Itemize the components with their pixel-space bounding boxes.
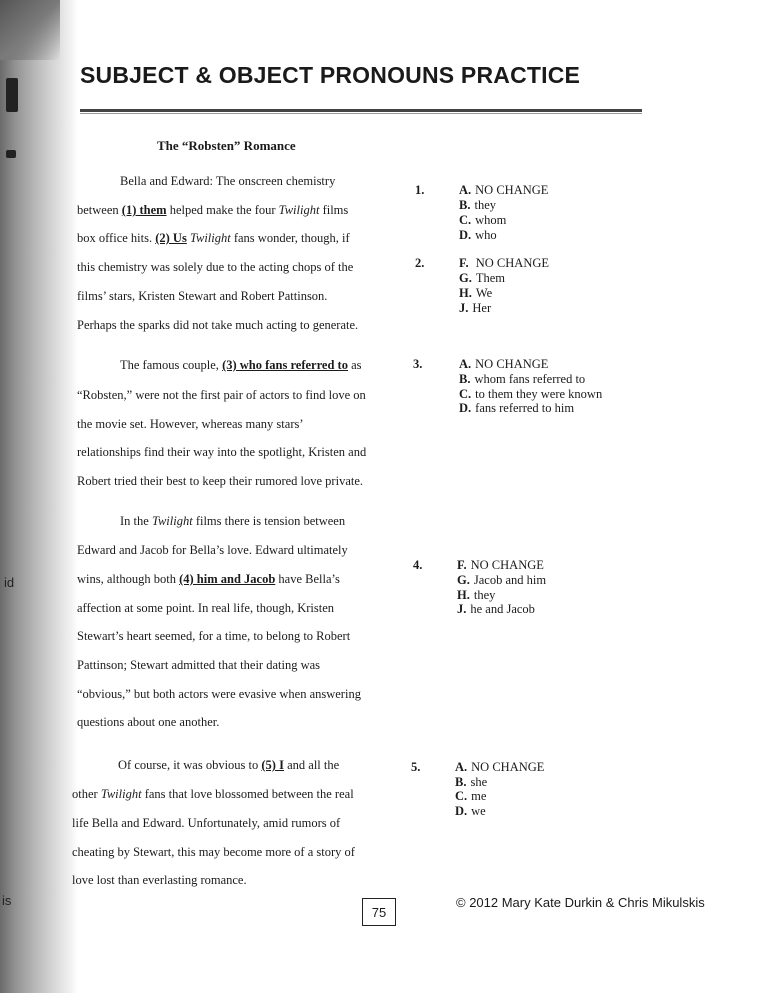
- copyright-notice: © 2012 Mary Kate Durkin & Chris Mikulskis: [456, 895, 705, 910]
- answer-option: D. who: [459, 228, 497, 242]
- answer-option: C. me: [455, 789, 487, 803]
- passage-line: “Robsten,” were not the first pair of actors to find love on: [77, 388, 366, 402]
- title-divider: [80, 109, 642, 112]
- passage-line: Edward and Jacob for Bella’s love. Edward ultimately: [77, 543, 348, 557]
- answer-option: A. NO CHANGE: [455, 760, 545, 774]
- blank-2: (2) Us: [155, 231, 187, 245]
- book-spine-shadow: [0, 0, 78, 993]
- passage-line: films’ stars, Kristen Stewart and Robert Pattinson.: [77, 289, 328, 303]
- answer-option: H. We: [459, 286, 493, 300]
- answer-option: B. they: [459, 198, 496, 212]
- margin-fragment: id: [4, 575, 15, 590]
- passage-line: other Twilight fans that love blossomed between the real: [72, 787, 354, 801]
- passage-line: Stewart’s heart seemed, for a time, to belong to Robert: [77, 629, 351, 643]
- answer-option: B. she: [455, 775, 488, 789]
- answer-option: J. Her: [459, 301, 492, 315]
- passage-line: the movie set. However, whereas many stars’: [77, 417, 304, 431]
- passage-line: affection at some point. In real life, though, Kristen: [77, 601, 334, 615]
- passage-line: The famous couple, (3) who fans referred to as: [120, 358, 362, 372]
- answer-option: D. fans referred to him: [459, 401, 575, 415]
- passage-line: cheating by Stewart, this may become more of a story of: [72, 845, 355, 859]
- margin-fragment: is: [2, 893, 12, 908]
- passage-line: Perhaps the sparks did not take much acting to generate.: [77, 318, 359, 332]
- passage-line: life Bella and Edward. Unfortunately, amid rumors of: [72, 816, 341, 830]
- passage-line: Bella and Edward: The onscreen chemistry: [120, 174, 336, 188]
- answer-option: F. NO CHANGE: [459, 256, 550, 270]
- answer-option: C. to them they were known: [459, 387, 603, 401]
- answer-option: H. they: [457, 588, 496, 602]
- answer-option: F. NO CHANGE: [457, 558, 544, 572]
- answer-option: D. we: [455, 804, 486, 818]
- page-number-box: 75: [362, 898, 396, 926]
- answer-option: J. he and Jacob: [457, 602, 535, 616]
- passage-line: Pattinson; Stewart admitted that their dating was: [77, 658, 321, 672]
- answer-option: G. Them: [459, 271, 506, 285]
- answer-option: A. NO CHANGE: [459, 357, 549, 371]
- passage-line: this chemistry was solely due to the acting chops of the: [77, 260, 354, 274]
- blank-3: (3) who fans referred to: [222, 358, 348, 372]
- blank-5: (5) I: [261, 758, 284, 772]
- title-divider: [80, 113, 642, 114]
- question-number: 1.: [415, 183, 425, 197]
- page-corner-shadow: [0, 0, 60, 60]
- passage-line: Of course, it was obvious to (5) I and all the: [118, 758, 340, 772]
- spine-mark: [6, 150, 16, 158]
- passage-line: “obvious,” but both actors were evasive when answering: [77, 687, 361, 701]
- question-number: 2.: [415, 256, 425, 270]
- passage-line: wins, although both (4) him and Jacob have Bella’s: [77, 572, 340, 586]
- passage-line: love lost than everlasting romance.: [72, 873, 247, 887]
- passage-line: Robert tried their best to keep their rumored love private.: [77, 474, 364, 488]
- answer-option: C. whom: [459, 213, 507, 227]
- passage-line: between (1) them helped make the four Twilight films: [77, 203, 349, 217]
- passage-line: relationships find their way into the spotlight, Kristen and: [77, 445, 367, 459]
- question-number: 4.: [413, 558, 423, 572]
- passage-line: questions about one another.: [77, 715, 220, 729]
- answer-option: A. NO CHANGE: [459, 183, 549, 197]
- passage-title: The “Robsten” Romance: [157, 138, 296, 153]
- blank-1: (1) them: [121, 203, 167, 217]
- spine-mark: [6, 78, 18, 112]
- blank-4: (4) him and Jacob: [179, 572, 276, 586]
- passage-line: In the Twilight films there is tension between: [120, 514, 346, 528]
- question-number: 5.: [411, 760, 421, 774]
- answer-option: G. Jacob and him: [457, 573, 547, 587]
- passage-line: box office hits. (2) Us Twilight fans wonder, though, if: [77, 231, 350, 245]
- page-title: SUBJECT & OBJECT PRONOUNS PRACTICE: [80, 62, 581, 88]
- answer-option: B. whom fans referred to: [459, 372, 586, 386]
- question-number: 3.: [413, 357, 423, 371]
